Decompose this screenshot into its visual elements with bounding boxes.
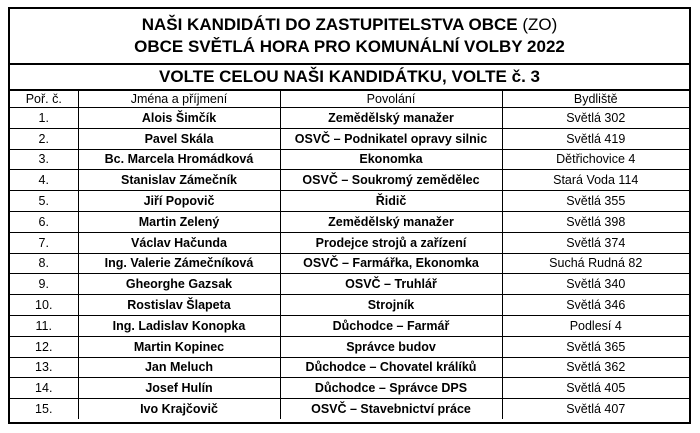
table-row [10,232,689,253]
cell-name: Josef Hulín [78,378,280,399]
table-row [10,274,689,295]
cell-name: Martin Zelený [78,211,280,232]
cell-residence: Světlá 365 [502,336,689,357]
cell-number: 10. [10,295,78,316]
cell-number: 12. [10,336,78,357]
cell-number: 2. [10,128,78,149]
header-name: Jména a příjmení [78,91,280,108]
cell-occupation: OSVČ – Truhlář [280,274,502,295]
cell-residence: Podlesí 4 [502,315,689,336]
cell-residence: Světlá 355 [502,191,689,212]
cell-number: 6. [10,211,78,232]
table-row [10,295,689,316]
cell-number: 9. [10,274,78,295]
cell-name: Bc. Marcela Hromádková [78,149,280,170]
cell-number: 8. [10,253,78,274]
cell-residence: Světlá 374 [502,232,689,253]
cell-number: 5. [10,191,78,212]
candidate-list-sheet [8,7,691,424]
cell-number: 1. [10,108,78,129]
table-row [10,378,689,399]
cell-occupation: Ekonomka [280,149,502,170]
table-row [10,191,689,212]
table-row [10,211,689,232]
cell-residence: Světlá 405 [502,378,689,399]
cell-occupation: OSVČ – Soukromý zemědělec [280,170,502,191]
cell-name: Gheorghe Gazsak [78,274,280,295]
cell-name: Ivo Krajčovič [78,399,280,419]
cell-name: Pavel Skála [78,128,280,149]
cell-residence: Světlá 302 [502,108,689,129]
cell-number: 14. [10,378,78,399]
table-row [10,128,689,149]
cell-residence: Světlá 407 [502,399,689,419]
cell-number: 7. [10,232,78,253]
cell-residence: Suchá Rudná 82 [502,253,689,274]
cell-occupation: OSVČ – Farmářka, Ekonomka [280,253,502,274]
table-row [10,357,689,378]
header-number: Poř. č. [10,91,78,108]
cell-name: Jiří Popovič [78,191,280,212]
cell-occupation: Důchodce – Chovatel králíků [280,357,502,378]
table-row [10,149,689,170]
vote-banner: VOLTE CELOU NAŠI KANDIDÁTKU, VOLTE č. 3 [10,65,689,91]
cell-name: Václav Hačunda [78,232,280,253]
table-row [10,399,689,419]
cell-residence: Světlá 398 [502,211,689,232]
cell-residence: Světlá 346 [502,295,689,316]
cell-name: Ing. Valerie Zámečníková [78,253,280,274]
table-row [10,315,689,336]
cell-number: 4. [10,170,78,191]
cell-occupation: Důchodce – Správce DPS [280,378,502,399]
cell-name: Ing. Ladislav Konopka [78,315,280,336]
cell-residence: Dětřichovice 4 [502,149,689,170]
cell-name: Jan Meluch [78,357,280,378]
cell-name: Stanislav Zámečník [78,170,280,191]
cell-number: 11. [10,315,78,336]
cell-occupation: OSVČ – Podnikatel opravy silnic [280,128,502,149]
cell-residence: Světlá 419 [502,128,689,149]
title-line-2: OBCE SVĚTLÁ HORA PRO KOMUNÁLNÍ VOLBY 2022 [134,37,565,56]
title-line-1-bold: NAŠI KANDIDÁTI DO ZASTUPITELSTVA OBCE [141,15,518,34]
title-block [10,9,689,65]
table-row [10,336,689,357]
cell-name: Martin Kopinec [78,336,280,357]
table-row [10,108,689,129]
cell-occupation: Strojník [280,295,502,316]
title-line-1 [10,9,689,36]
header-occupation: Povolání [280,91,502,108]
cell-number: 3. [10,149,78,170]
cell-occupation: Zemědělský manažer [280,108,502,129]
cell-residence: Světlá 362 [502,357,689,378]
cell-occupation: Prodejce strojů a zařízení [280,232,502,253]
cell-occupation: Řidič [280,191,502,212]
cell-name: Alois Šimčík [78,108,280,129]
table-row [10,253,689,274]
cell-occupation: Zemědělský manažer [280,211,502,232]
cell-name: Rostislav Šlapeta [78,295,280,316]
header-residence: Bydliště [502,91,689,108]
cell-occupation: Důchodce – Farmář [280,315,502,336]
cell-occupation: OSVČ – Stavebnictví práce [280,399,502,419]
table-row [10,170,689,191]
cell-number: 13. [10,357,78,378]
cell-residence: Světlá 340 [502,274,689,295]
title-line-1-suffix: (ZO) [522,15,558,34]
cell-occupation: Správce budov [280,336,502,357]
candidate-table [10,91,689,419]
cell-number: 15. [10,399,78,419]
table-header-row [10,91,689,108]
cell-residence: Stará Voda 114 [502,170,689,191]
